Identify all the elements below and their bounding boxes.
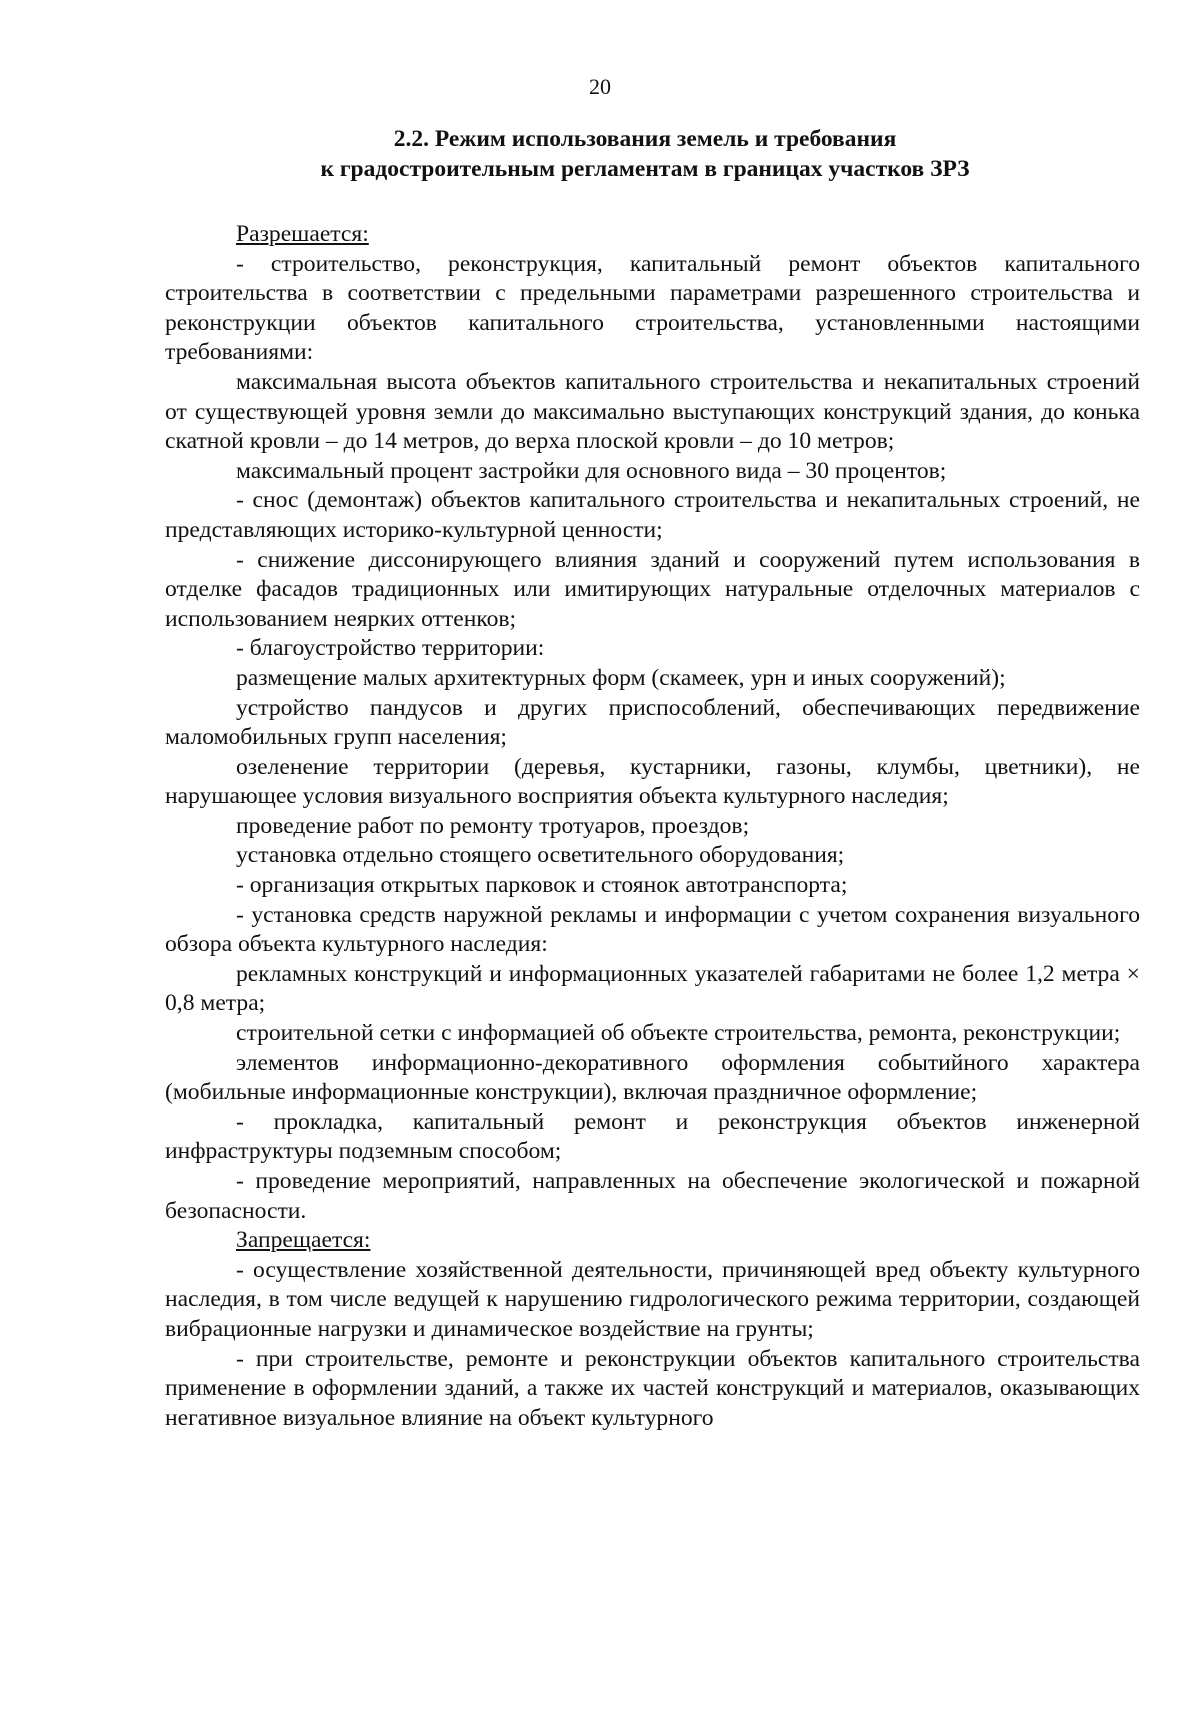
paragraph: строительной сетки с информацией об объекте строительства, ремонта, реконструкции;: [236, 1020, 1121, 1047]
paragraph: максимальная высота объектов капитального строительства и некапитальных строений от существующей уровня земли до максимально выступающих конструкций здания, до конька скатной кровли – до 14 метров, до верха плоской кровли – до 10 метров;: [165, 368, 1140, 455]
paragraph: - осуществление хозяйственной деятельности, причиняющей вред объекту культурного наследия, в том числе ведущей к нарушению гидрологического режима территории, создающей вибрационные нагрузки и динамическое воздействие на грунты;: [165, 1256, 1140, 1342]
paragraph: проведение работ по ремонту тротуаров, проездов;: [236, 812, 750, 839]
page-number: 20: [589, 74, 611, 99]
paragraph: устройство пандусов и других приспособлений, обеспечивающих передвижение маломобильных групп населения;: [165, 694, 1140, 751]
paragraph: установка отдельно стоящего осветительного оборудования;: [236, 842, 845, 869]
paragraph: - прокладка, капитальный ремонт и реконструкция объектов инженерной инфраструктуры подземным способом;: [165, 1108, 1140, 1165]
paragraph: - организация открытых парковок и стоянок автотранспорта;: [236, 872, 848, 899]
paragraph: размещение малых архитектурных форм (скамеек, урн и иных сооружений);: [236, 664, 1006, 691]
paragraph: - установка средств наружной рекламы и информации с учетом сохранения визуального обзора объекта культурного наследия:: [165, 901, 1140, 958]
allowed-label: Разрешается:: [236, 221, 369, 247]
forbidden-label: Запрещается:: [236, 1227, 371, 1254]
paragraph: элементов информационно-декоративного оформления событийного характера (мобильные информационные конструкции), включая праздничное оформление;: [165, 1049, 1140, 1106]
paragraph: - при строительстве, ремонте и реконструкции объектов капитального строительства применение в оформлении зданий, а также их частей конструкций и материалов, оказывающих негативное визуальное влияние на объект культурного: [165, 1345, 1140, 1431]
paragraph: - снос (демонтаж) объектов капитального строительства и некапитальных строений, не представляющих историко-культурной ценности;: [165, 487, 1140, 543]
paragraph: - проведение мероприятий, направленных на обеспечение экологической и пожарной безопасности.: [165, 1168, 1140, 1224]
document-body: [165, 220, 1140, 1433]
paragraph: рекламных конструкций и информационных указателей габаритами не более 1,2 метра × 0,8 метра;: [165, 960, 1140, 1017]
paragraph: озеленение территории (деревья, кустарники, газоны, клумбы, цветники), не нарушающее условия визуального восприятия объекта культурного наследия;: [165, 753, 1140, 810]
paragraph: максимальный процент застройки для основного вида – 30 процентов;: [236, 457, 947, 484]
paragraph: - благоустройство территории:: [236, 635, 545, 662]
paragraph: - строительство, реконструкция, капитальный ремонт объектов капитального строительства в соответствии с предельными параметрами разрешенного строительства и реконструкции объектов капитального строительства, установленными настоящими требованиями:: [165, 250, 1140, 366]
section-heading-line-1: 2.2. Режим использования земель и требования: [393, 126, 897, 152]
section-heading: [150, 124, 1140, 184]
paragraph: - снижение диссонирующего влияния зданий и сооружений путем использования в отделке фасадов традиционных или имитирующих натуральные отделочных материалов с использованием неярких оттенков;: [165, 546, 1140, 632]
section-heading-line-2: к градостроительным регламентам в границах участков ЗРЗ: [320, 156, 970, 182]
